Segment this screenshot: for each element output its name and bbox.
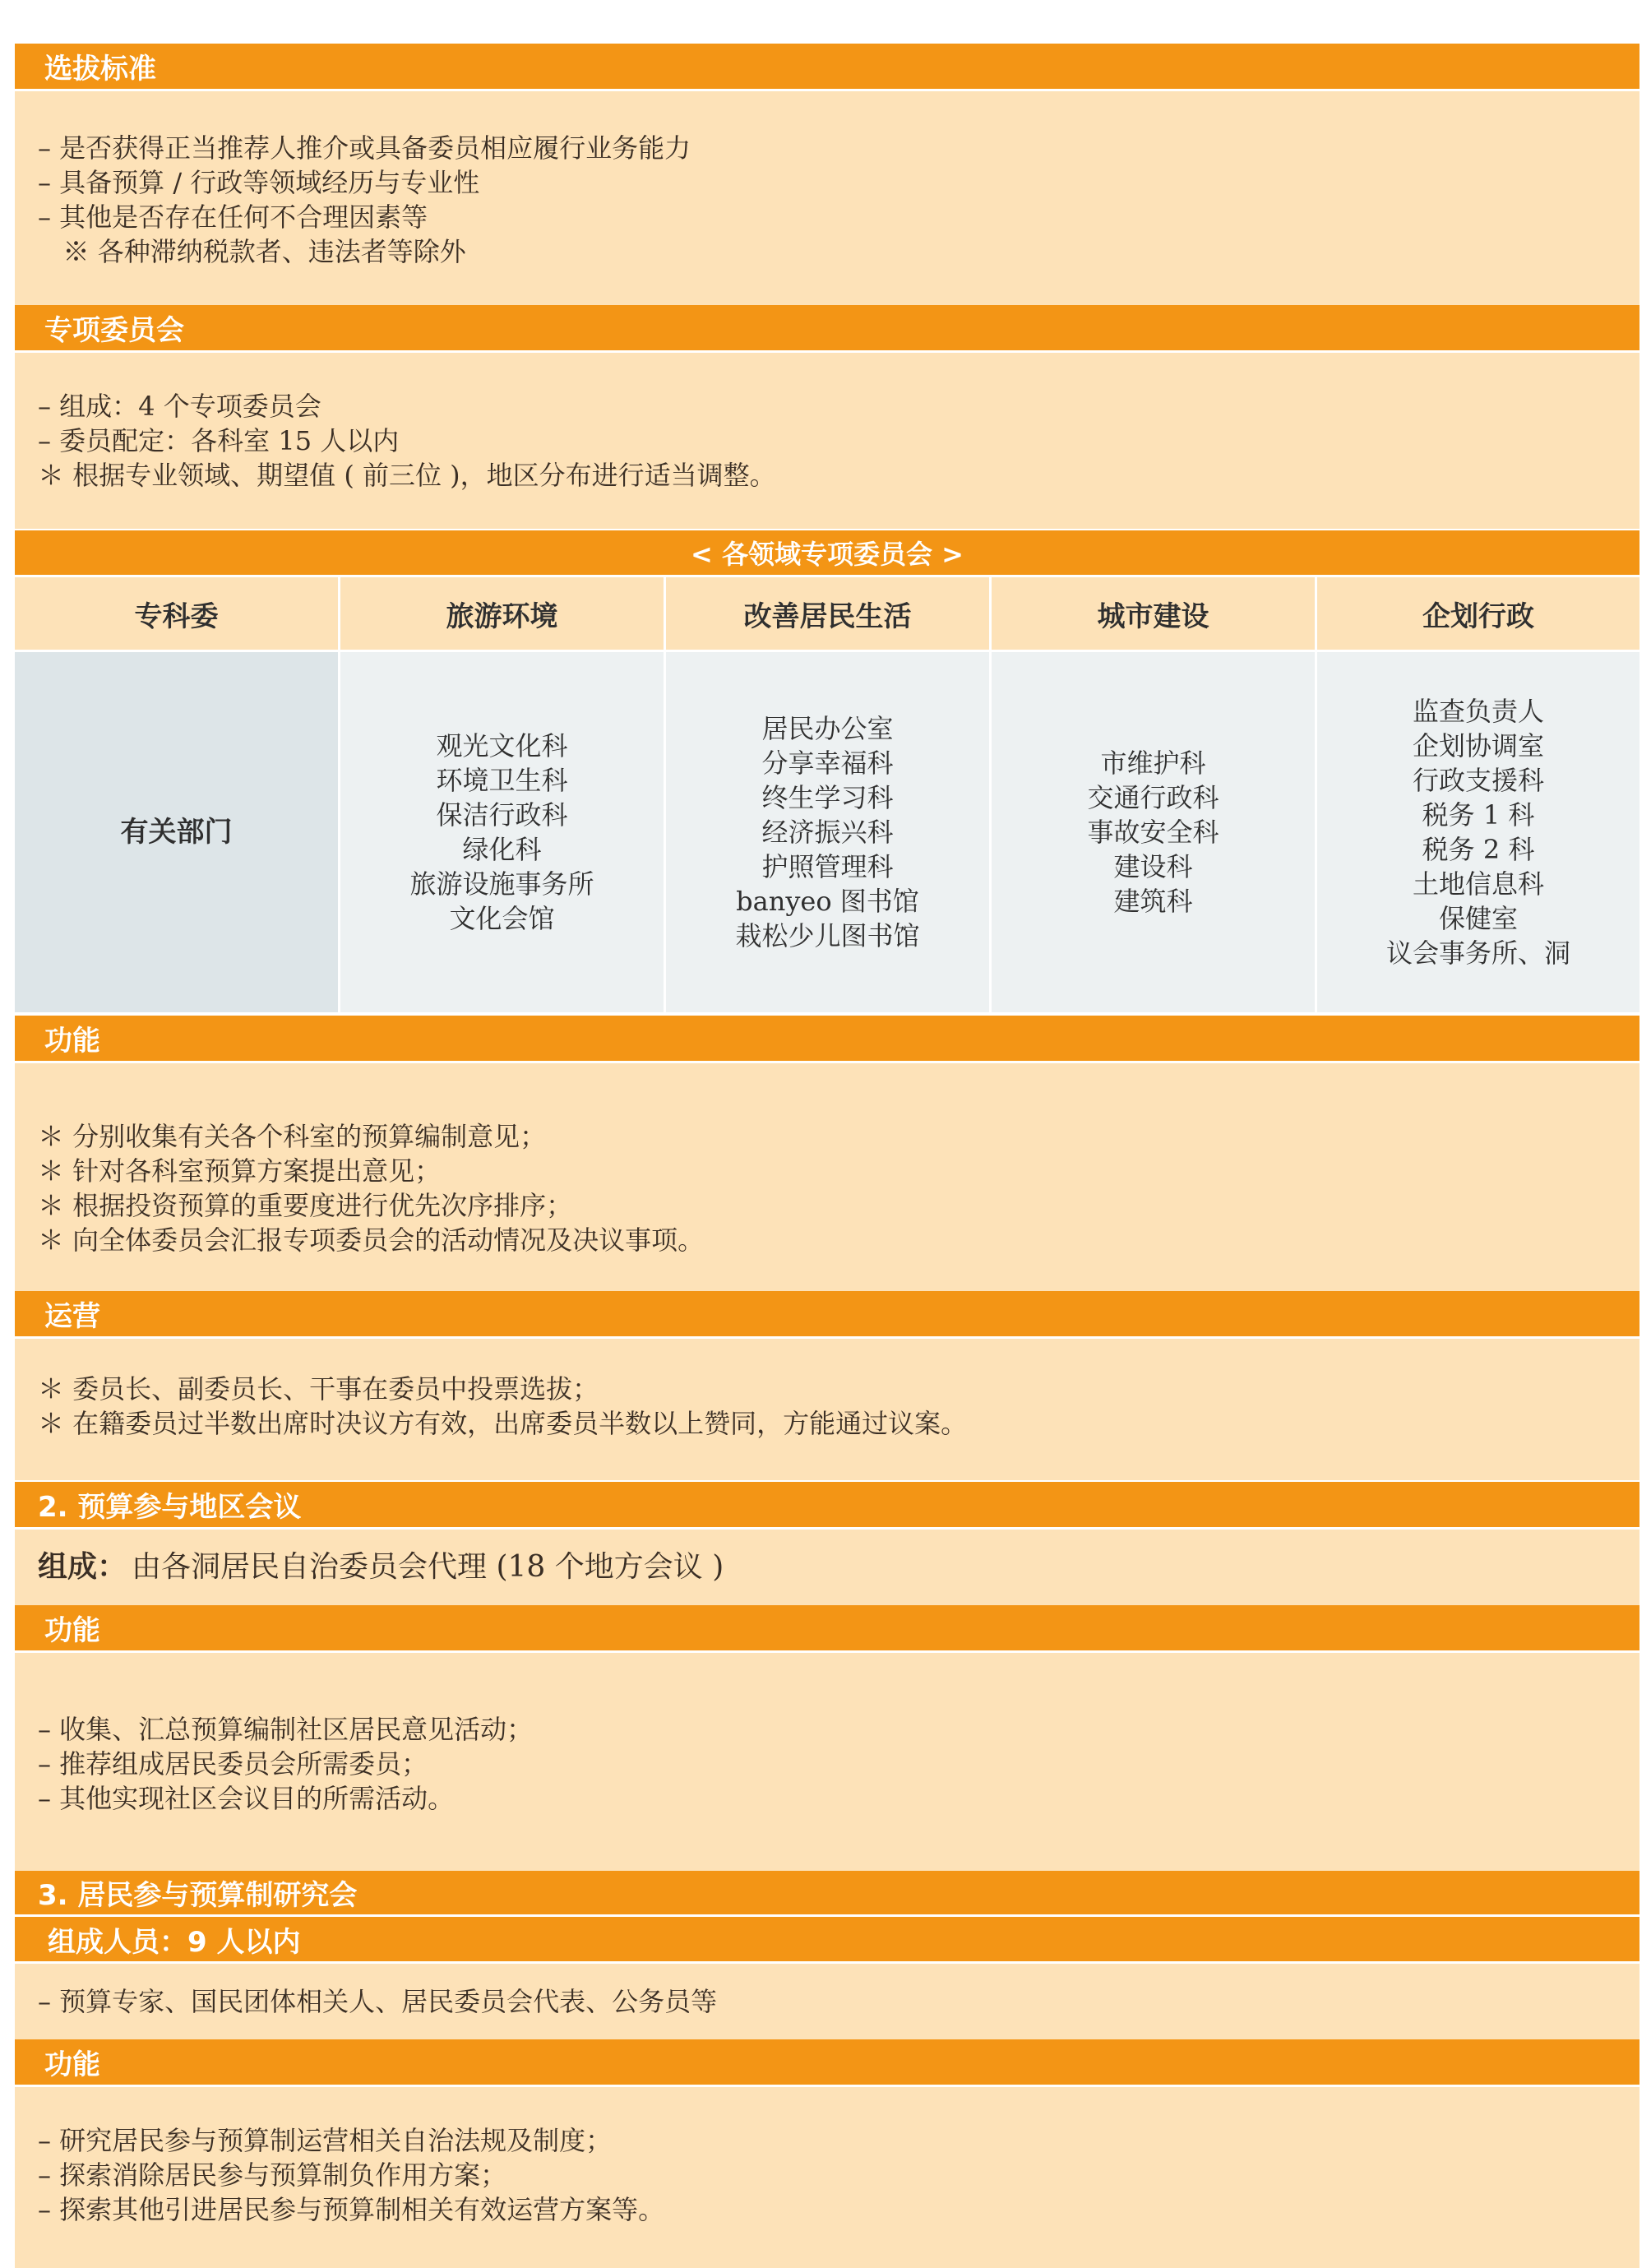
section-3-members-line-1: – 预算专家、国民团体相关人、居民委员会代表、公务员等 <box>38 1986 718 2017</box>
section-3-function-line-3: – 探索其他引进居民参与预算制相关有效运营方案等。 <box>38 2194 665 2225</box>
selection-criteria-title: 选拔标准 <box>44 53 156 86</box>
section-3-members-panel <box>15 1964 1639 2039</box>
department-item: 分享幸福科 <box>761 748 894 779</box>
department-item: 交通行政科 <box>1087 782 1219 813</box>
section-2-function-line-1: – 收集、汇总预算编制社区居民意见活动； <box>38 1714 534 1745</box>
function-line-4: ＊ 向全体委员会汇报专项委员会的活动情况及决议事项。 <box>38 1224 705 1256</box>
section-2-function-header <box>15 1605 1639 1653</box>
section-2-title: 2. 预算参与地区会议 <box>38 1491 302 1524</box>
table-header-cell: 企划行政 <box>1317 577 1639 650</box>
departments-urban-construction <box>992 652 1315 1012</box>
section-2-function-panel <box>15 1653 1639 1871</box>
selection-criteria-header <box>15 44 1639 91</box>
department-item: 文化会馆 <box>449 903 555 934</box>
department-item: 保洁行政科 <box>436 799 568 831</box>
section-3-title: 3. 居民参与预算制研究会 <box>38 1879 358 1912</box>
operation-title: 运营 <box>44 1300 100 1333</box>
table-header-cell: 改善居民生活 <box>666 577 989 650</box>
section-2-function-line-3: – 其他实现社区会议目的所需活动。 <box>38 1783 455 1814</box>
committee-line-1: – 组成：4 个专项委员会 <box>38 391 321 422</box>
table-header-cell: 旅游环境 <box>340 577 664 650</box>
departments-resident-life <box>666 652 989 1012</box>
committee-line-3: ＊ 根据专业领域、期望值 ( 前三位 )，地区分布进行适当调整。 <box>38 460 776 491</box>
function-title: 功能 <box>44 1025 100 1058</box>
function-line-3: ＊ 根据投资预算的重要度进行优先次序排序； <box>38 1190 573 1221</box>
section-3-function-panel <box>15 2087 1639 2268</box>
department-item: 旅游设施事务所 <box>409 868 594 900</box>
selection-line-4: ※ 各种滞纳税款者、违法者等除外 <box>38 236 466 267</box>
departments-planning-administration <box>1317 652 1639 1012</box>
special-committee-title: 专项委员会 <box>44 314 184 347</box>
special-committee-panel <box>15 353 1639 529</box>
section-2-function-title: 功能 <box>44 1614 100 1647</box>
function-line-1: ＊ 分别收集有关各个科室的预算编制意见； <box>38 1121 547 1152</box>
department-item: 终生学习科 <box>761 782 894 813</box>
department-item: 议会事务所、洞 <box>1385 937 1570 969</box>
department-item: 建设科 <box>1113 851 1193 882</box>
department-item: 居民办公室 <box>761 713 894 744</box>
department-item: 事故安全科 <box>1087 817 1219 848</box>
table-header-cell: 专科委 <box>15 577 338 650</box>
committee-table-title-text: < 各领域专项委员会 > <box>691 539 964 570</box>
table-header-row <box>15 577 1639 650</box>
department-item: 栽松少儿图书馆 <box>735 920 920 951</box>
page <box>15 0 1639 2268</box>
departments-tourism-environment <box>340 652 664 1012</box>
section-3-function-header <box>15 2039 1639 2087</box>
section-3-members-title: 组成人员：9 人以内 <box>48 1925 301 1959</box>
department-item: 经济振兴科 <box>761 817 894 848</box>
section-2-function-line-2: – 推荐组成居民委员会所需委员； <box>38 1748 428 1780</box>
operation-line-2: ＊ 在籍委员过半数出席时决议方有效，出席委员半数以上赞同，方能通过议案。 <box>38 1408 968 1439</box>
table-header-cell: 城市建设 <box>992 577 1315 650</box>
selection-line-2: – 具备预算 / 行政等领域经历与专业性 <box>38 167 480 198</box>
section-3-function-line-2: – 探索消除居民参与预算制负作用方案； <box>38 2159 507 2191</box>
section-3-function-line-1: – 研究居民参与预算制运营相关自治法规及制度； <box>38 2125 613 2156</box>
department-item: 税务 2 科 <box>1422 834 1535 865</box>
composition-label: 组成： <box>38 1550 127 1584</box>
operation-header <box>15 1291 1639 1339</box>
section-3-header <box>15 1871 1639 1917</box>
function-panel <box>15 1063 1639 1291</box>
department-item: 企划协调室 <box>1412 730 1544 761</box>
department-item: 护照管理科 <box>761 851 894 882</box>
department-item: 行政支援科 <box>1412 765 1544 796</box>
committee-line-2: – 委员配定：各科室 15 人以内 <box>38 425 400 456</box>
department-item: 绿化科 <box>462 834 542 865</box>
section-2-header <box>15 1482 1639 1530</box>
function-line-2: ＊ 针对各科室预算方案提出意见； <box>38 1155 442 1187</box>
department-item: 市维护科 <box>1100 748 1206 779</box>
department-item: 保健室 <box>1438 903 1518 934</box>
section-2-composition <box>15 1530 1639 1605</box>
operation-panel <box>15 1339 1639 1480</box>
special-committee-header <box>15 305 1639 353</box>
composition-text: 由各洞居民自治委员会代理 (18 个地方会议 ) <box>132 1550 724 1584</box>
committee-table-title <box>15 530 1639 577</box>
department-item: 税务 1 科 <box>1422 799 1535 831</box>
section-3-function-title: 功能 <box>44 2048 100 2081</box>
operation-line-1: ＊ 委员长、副委员长、干事在委员中投票选拔； <box>38 1373 599 1405</box>
selection-criteria-panel <box>15 91 1639 305</box>
department-item: 环境卫生科 <box>436 765 568 796</box>
section-3-members-header <box>15 1917 1639 1964</box>
department-item: 观光文化科 <box>436 730 568 761</box>
selection-line-3: – 其他是否存在任何不合理因素等 <box>38 201 428 233</box>
department-item: 建筑科 <box>1113 886 1193 917</box>
department-item: 监查负责人 <box>1412 696 1544 727</box>
selection-line-1: – 是否获得正当推荐人推介或具备委员相应履行业务能力 <box>38 132 691 164</box>
department-item: 土地信息科 <box>1412 868 1544 900</box>
table-row <box>15 652 1639 1012</box>
table-row-label: 有关部门 <box>15 652 338 1012</box>
function-header <box>15 1016 1639 1063</box>
department-item: banyeo 图书馆 <box>736 886 919 917</box>
